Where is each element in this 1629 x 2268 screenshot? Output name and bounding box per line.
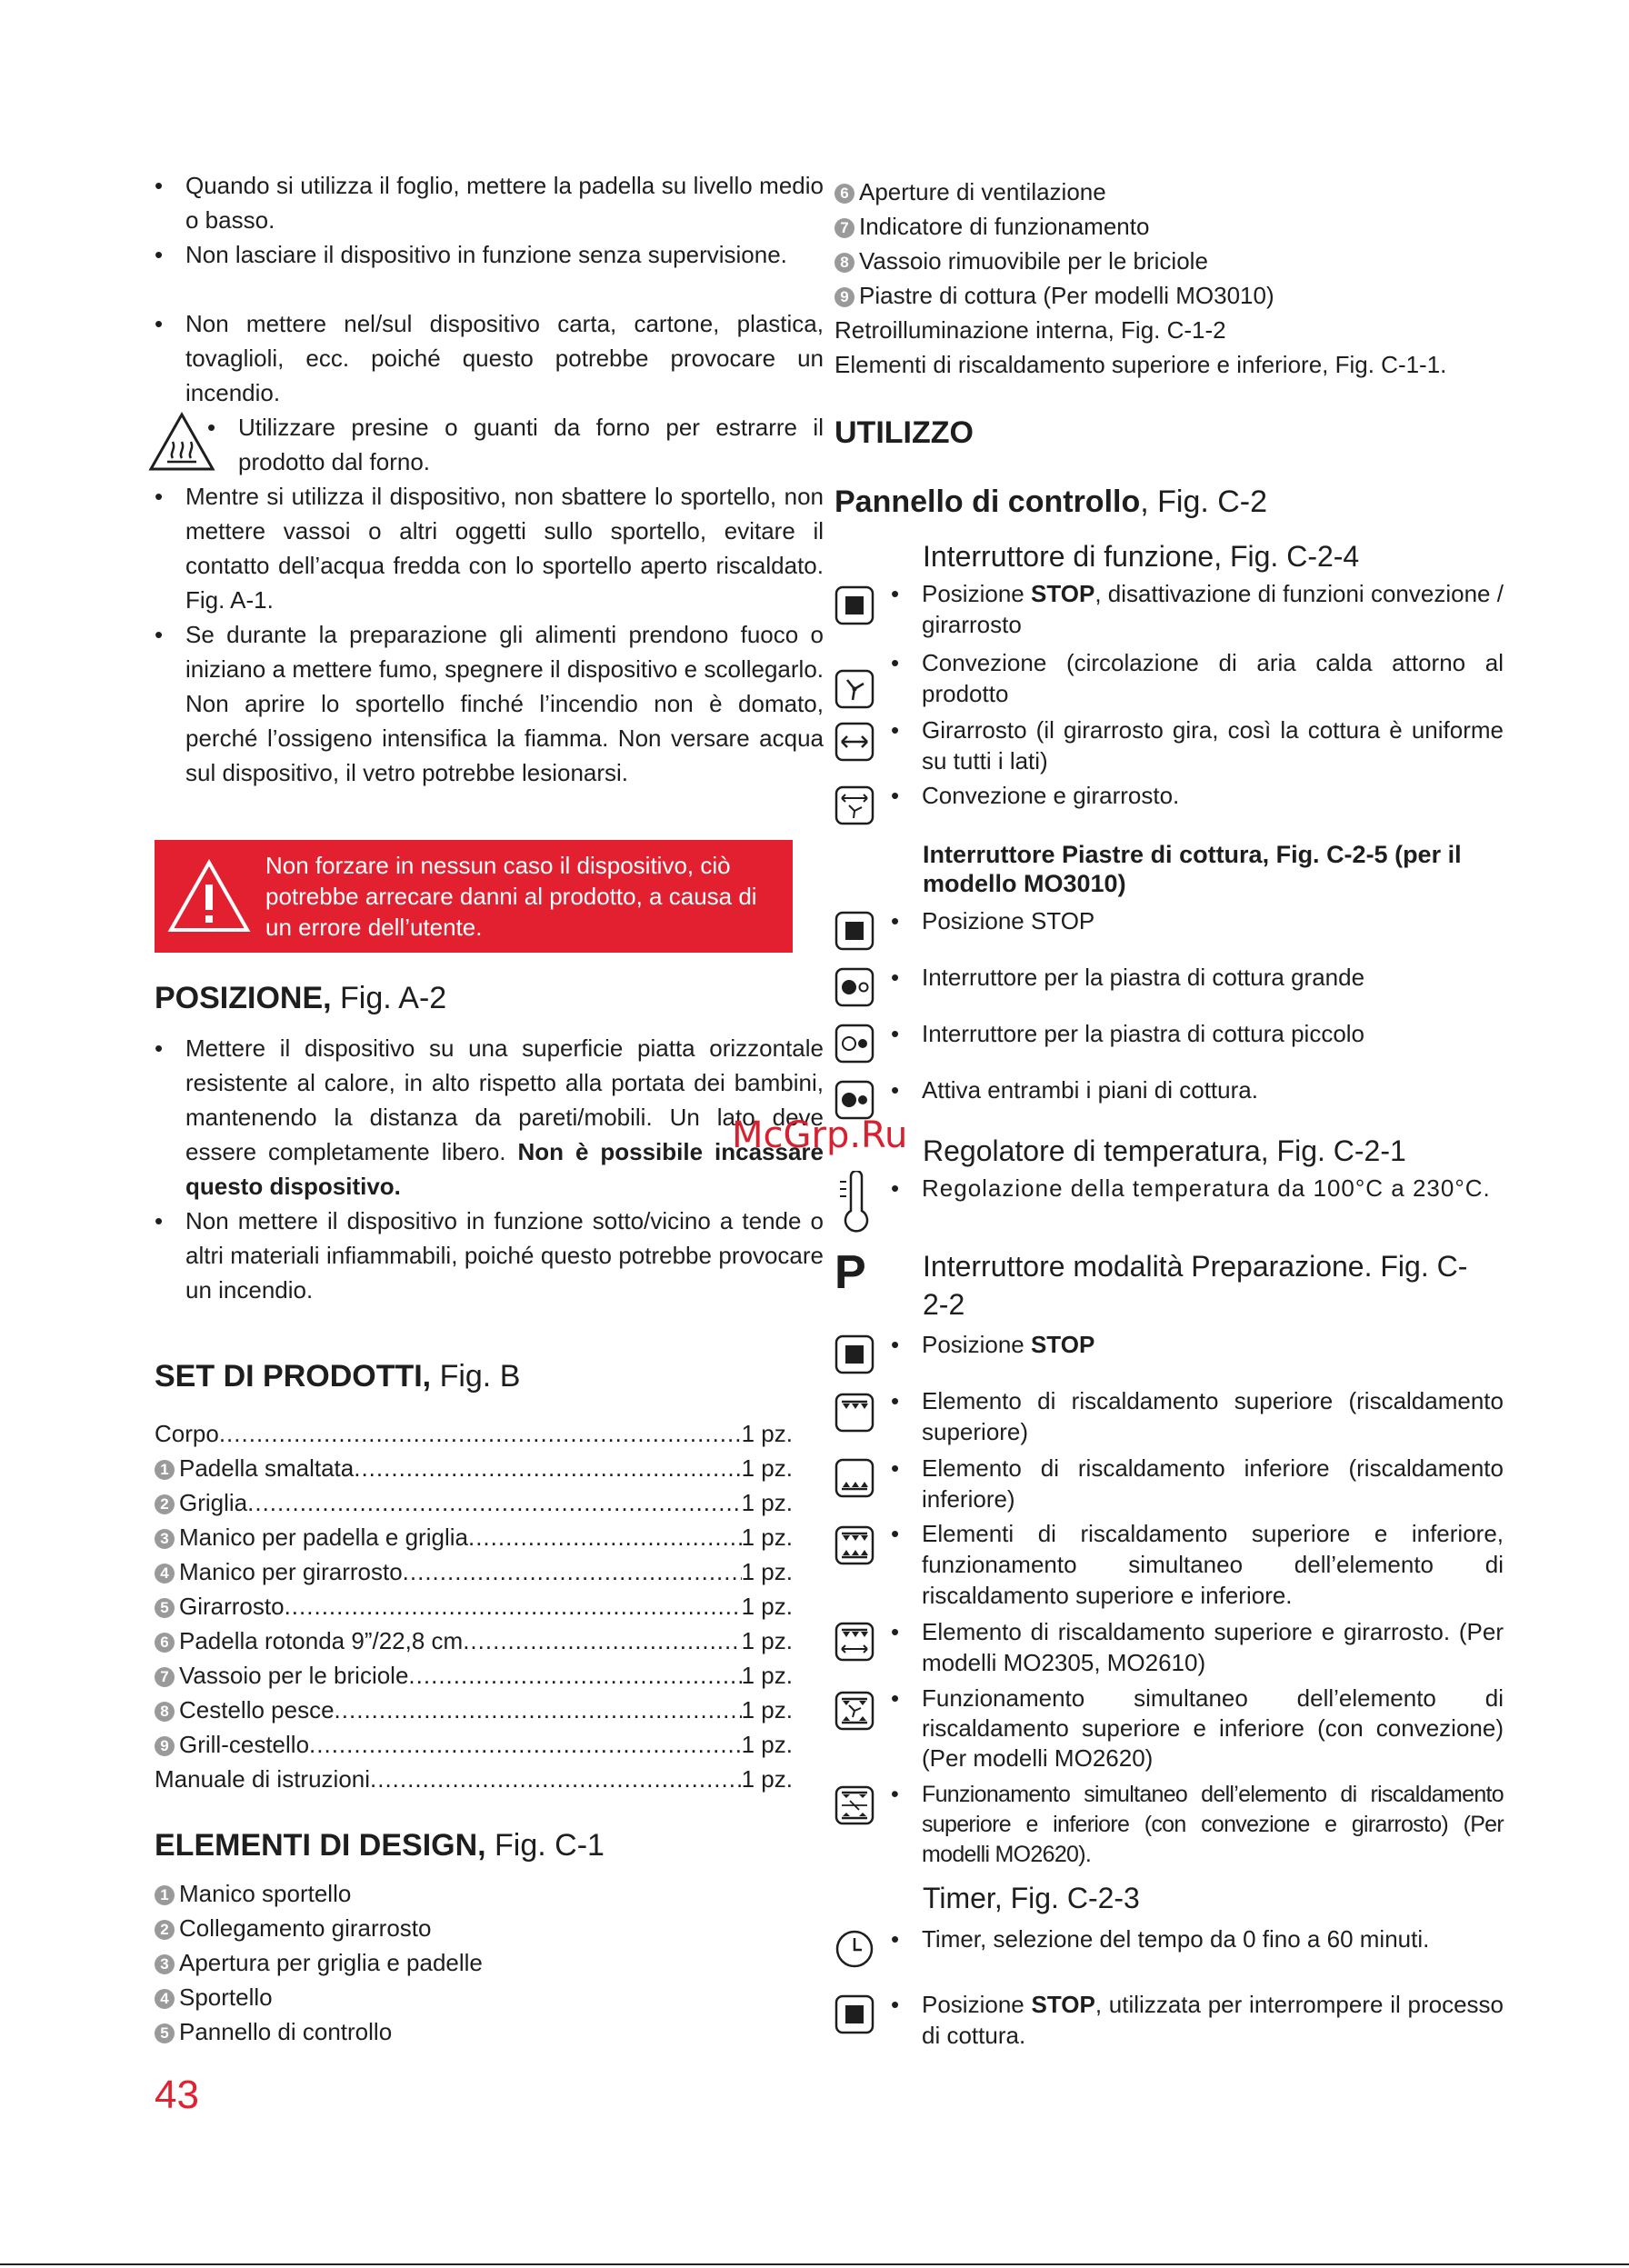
design-item: 5 Pannello di controllo (155, 2014, 793, 2049)
small-plate-icon (834, 1024, 874, 1064)
piastre-entrambi: • Attiva entrambi i piani di cottura. (891, 1073, 1504, 1107)
product-list (155, 1416, 793, 1796)
pannello-heading: Pannello di controllo, Fig. C-2 (834, 485, 1268, 519)
modalita-sup-gir: • Elemento di riscaldamento superiore e girarrosto. (Per modelli MO2305, MO2610) (891, 1616, 1504, 1678)
design-item: 3 Apertura per griglia e padelle (155, 1945, 793, 1980)
top-bottom-heat-icon (834, 1525, 874, 1565)
piastre-heading: Interruttore Piastre di cottura, Fig. C-2-5 (per il modello MO3010) (923, 841, 1462, 897)
design-item: 7 Indicatore di funzionamento (834, 209, 1473, 244)
modalita-sup-inf: • Elementi di riscaldamento superiore e inferiore, funzionamento simultaneo dell’elemento di riscaldamento superiore e inferiore. (891, 1518, 1504, 1611)
product-item: 6 Padella rotonda 9”/22,8 cm ..... 1 pz. (155, 1624, 793, 1658)
temperatura-heading: Regolatore di temperatura, Fig. C-2-1 (923, 1134, 1406, 1167)
bottom-heat-icon (834, 1458, 874, 1498)
top-heat-rotisserie-icon (834, 1622, 874, 1662)
warning-box (155, 840, 793, 953)
product-item: Manuale di istruzioni ..... 1 pz. (155, 1762, 793, 1796)
design-item: 6 Aperture di ventilazione (834, 175, 1473, 209)
modalita-convezione: • Funzionamento simultaneo dell’elemento di riscaldamento superiore e inferiore (con convezione) (Per modelli MO2620) (891, 1684, 1504, 1773)
bullet-foil: • Quando si utilizza il foglio, mettere la padella su livello medio o basso. (155, 168, 824, 237)
bullet-supervision: • Non lasciare il dispositivo in funzione senza supervisione. (155, 237, 824, 272)
bottom-rule (0, 2263, 1629, 2265)
heat-convection-icon (834, 1691, 874, 1731)
piastre-stop: • Posizione STOP (891, 904, 1504, 938)
product-item: 7 Vassoio per le briciole ..... 1 pz. (155, 1658, 793, 1693)
posizione-heading: POSIZIONE, Fig. A-2 (155, 981, 447, 1015)
large-plate-icon (834, 967, 874, 1007)
timer-stop: • Posizione STOP, utilizzata per interrompere il processo di cottura. (891, 1989, 1504, 2051)
top-heat-icon (834, 1393, 874, 1433)
timer-heading: Timer, Fig. C-2-3 (923, 1882, 1140, 1914)
product-item: 3 Manico per padella e griglia ..... 1 pz. (155, 1520, 793, 1554)
product-item: 4 Manico per girarrosto ..... 1 pz. (155, 1554, 793, 1589)
extra-line: Retroilluminazione interna, Fig. C-1-2 (834, 316, 1226, 344)
fan-rotisserie-icon (834, 785, 874, 825)
bullet-oven-gloves: • Utilizzare presine o guanti da forno per estrarre il prodotto dal forno. (207, 410, 824, 479)
extra-line: Elementi di riscaldamento superiore e inferiore, Fig. C-1-1. (834, 351, 1447, 378)
modalita-stop: • Posizione STOP (891, 1327, 1504, 1362)
thermometer-icon (834, 1171, 874, 1236)
timer-icon (834, 1929, 874, 1969)
fan-icon (834, 669, 874, 709)
page-number: 43 (155, 2073, 199, 2117)
bullet-curtains: • Non mettere il dispositivo in funzione sotto/vicino a tende o altri materiali infiammabili, poiché questo potrebbe provocare un incendio. (155, 1204, 824, 1307)
warning-triangle-icon (164, 855, 255, 937)
product-item: Corpo ..... 1 pz. (155, 1416, 793, 1451)
design-item: 8 Vassoio rimuovibile per le briciole (834, 244, 1473, 278)
funzione-convezione: • Convezione (circolazione di aria calda attorno al prodotto (891, 647, 1504, 709)
product-item: 9 Grill-cestello ..... 1 pz. (155, 1727, 793, 1762)
heat-convection-rotisserie-icon (834, 1785, 874, 1825)
design-item: 9 Piastre di cottura (Per modelli MO3010) (834, 278, 1473, 313)
design-item: 4 Sportello (155, 1980, 793, 2014)
design-item: 1 Manico sportello (155, 1876, 793, 1911)
product-item: 1 Padella smaltata ..... 1 pz. (155, 1451, 793, 1485)
piastre-piccolo: • Interruttore per la piastra di cottura piccolo (891, 1016, 1504, 1051)
elementi-design-heading: ELEMENTI DI DESIGN, Fig. C-1 (155, 1828, 605, 1863)
stop-icon (834, 1334, 874, 1374)
warning-text: Non forzare in nessun caso il dispositivo, ciò potrebbe arrecare danni al prodotto, a causa di un errore dell’utente. (265, 852, 757, 941)
design-item: 2 Collegamento girarrosto (155, 1911, 793, 1945)
rotisserie-icon (834, 722, 874, 762)
funzione-heading: Interruttore di funzione, Fig. C-2-4 (923, 540, 1360, 573)
modalita-superiore: • Elemento di riscaldamento superiore (riscaldamento superiore) (891, 1385, 1504, 1447)
product-item: 2 Griglia ..... 1 pz. (155, 1485, 793, 1520)
modalita-heading: Interruttore modalità Preparazione. Fig. C-2-2 (923, 1250, 1468, 1321)
piastre-grande: • Interruttore per la piastra di cottura grande (891, 960, 1504, 994)
product-item: 5 Girarrosto ..... 1 pz. (155, 1589, 793, 1624)
utilizzo-heading: UTILIZZO (834, 415, 974, 450)
bullet-paper: • Non mettere nel/sul dispositivo carta, cartone, plastica, tovaglioli, ecc. poiché questo potrebbe provocare un incendio. (155, 306, 824, 410)
hot-surface-icon (147, 411, 216, 473)
design-list (155, 1876, 793, 2049)
set-prodotti-heading: SET DI PRODOTTI, Fig. B (155, 1359, 521, 1394)
funzione-stop: • Posizione STOP, disattivazione di funzioni convezione / girarrosto (891, 578, 1504, 640)
stop-icon (834, 911, 874, 951)
modalita-inferiore: • Elemento di riscaldamento inferiore (riscaldamento inferiore) (891, 1453, 1504, 1514)
funzione-conv-gir: • Convezione e girarrosto. (891, 780, 1504, 811)
funzione-girarrosto: • Girarrosto (il girarrosto gira, così la cottura è uniforme su tutti i lati) (891, 714, 1504, 776)
p-icon: P (834, 1246, 866, 1299)
stop-icon (834, 585, 874, 625)
timer-text: • Timer, selezione del tempo da 0 fino a 60 minuti. (891, 1923, 1431, 1954)
modalita-conv-gir: • Funzionamento simultaneo dell’elemento di riscaldamento superiore e inferiore (con convezione e girarrosto) (Per modelli MO2620). (891, 1780, 1504, 1870)
bullet-surface: • Mettere il dispositivo su una superficie piatta orizzontale resistente al calore, in alto rispetto alla portata dei bambini, mantenendo la distanza da pareti/mobili. Un lato deve essere completamente libero. Non è possibile incassare questo dispositivo. (155, 1031, 824, 1204)
bullet-fire: • Se durante la preparazione gli alimenti prendono fuoco o iniziano a mettere fumo, spegnere il dispositivo e scollegarlo. Non aprire lo sportello finché l’incendio non è domato, perché l’ossigeno intensifica la fiamma. Non versare acqua sul dispositivo, il vetro potrebbe lesionarsi. (155, 617, 824, 790)
bullet-door: • Mentre si utilizza il dispositivo, non sbattere lo sportello, non mettere vassoi o altri oggetti sullo sportello, evitare il contatto dell’acqua fredda con lo sportello aperto riscaldato. Fig. A-1. (155, 479, 824, 617)
temperatura-text: • Regolazione della temperatura da 100°C a 230°C. (891, 1173, 1504, 1204)
watermark: McGrp.Ru (732, 1114, 908, 1156)
stop-icon (834, 1994, 874, 2034)
design-list-continued (834, 175, 1473, 382)
product-item: 8 Cestello pesce ..... 1 pz. (155, 1693, 793, 1727)
